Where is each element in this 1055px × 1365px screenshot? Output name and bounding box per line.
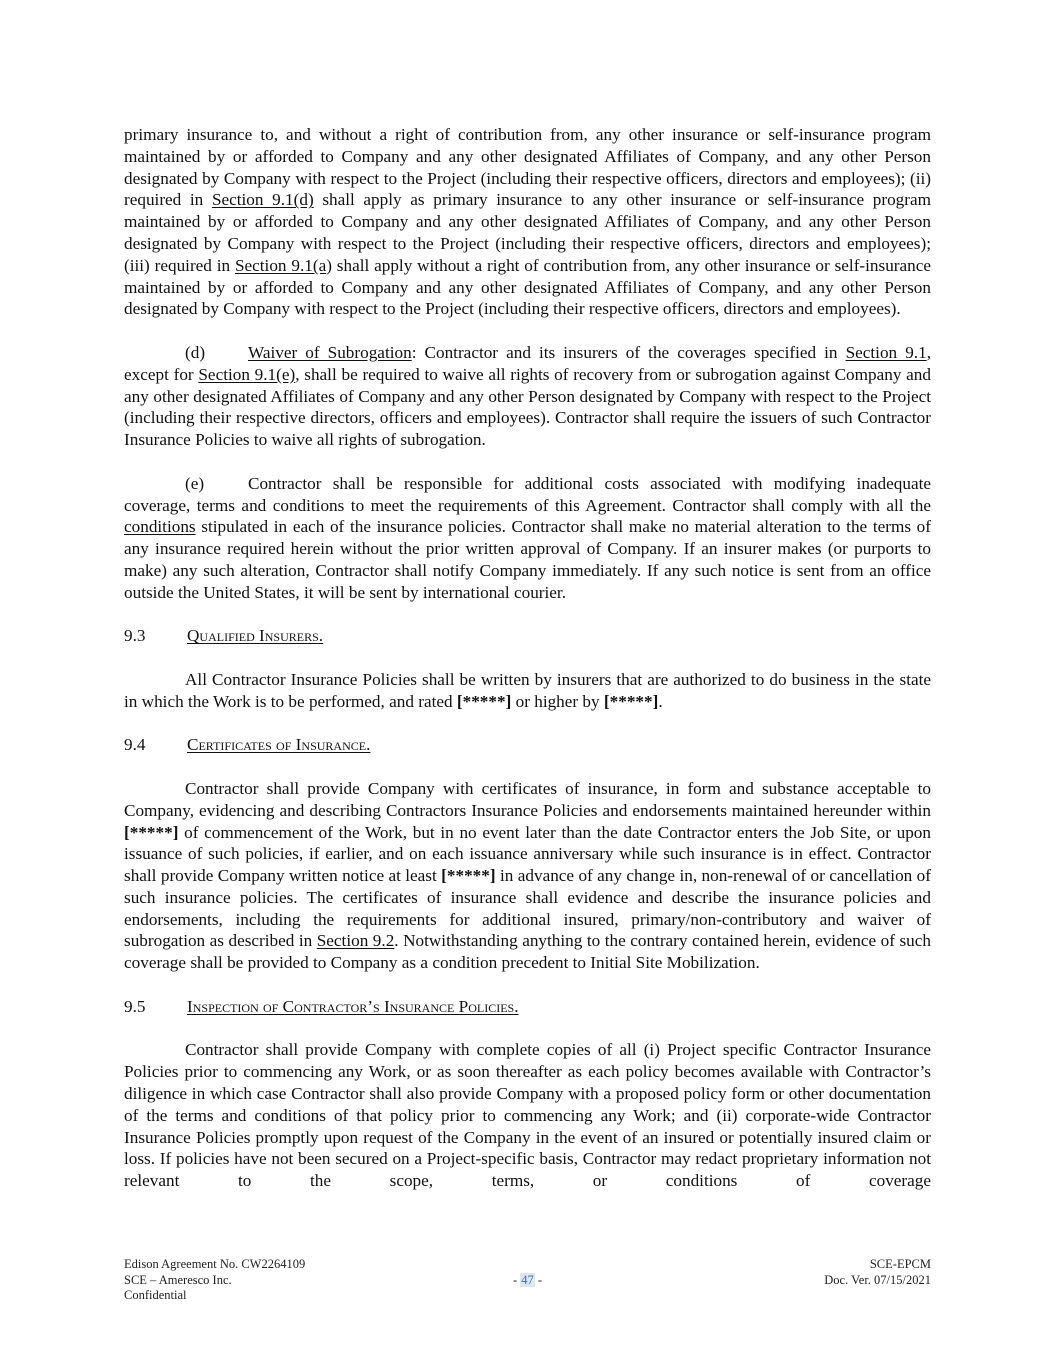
section-title: Qualified Insurers. [187,626,324,646]
footer-right [824,1257,931,1288]
link-conditions[interactable]: conditions [124,517,196,537]
redacted-text: [*****] [603,691,659,711]
section-title: Inspection of Contractor’s Insurance Policies. [187,996,519,1016]
section-title: Certificates of Insurance. [187,735,371,755]
document-page [124,124,931,1192]
redacted-text: [*****] [456,691,512,711]
paragraph-waiver-of-subrogation: (d) Waiver of Subrogation: Contractor and its insurers of the coverages specified in Section 9.1, except for Section 9.1(e), shall be required to waive all rights of recovery from or subrogation against Company and any other designated Affiliates of Company and any other Person designated by Company with respect to the Project (including their respective directors, officers and employees). Contractor shall require the issuers of such Contractor Insurance Policies to waive all rights of subrogation. [124,342,931,450]
document-code: SCE-EPCM [869,1257,931,1271]
clause-label-d: (d) [185,342,206,362]
paragraph-qualified-insurers: All Contractor Insurance Policies shall be written by insurers that are authorized to do business in the state in which the Work is to be performed, and rated [*****] or higher by [*****]. [124,669,931,711]
link-section-9-1-d[interactable]: Section 9.1(d) [211,190,314,210]
clause-label-e: (e) [185,473,205,493]
paragraph-certificates: Contractor shall provide Company with certificates of insurance, in form and substance acceptable to Company, evidencing and describing Contractors Insurance Policies and endorsements maintained hereunder within [*****] of commencement of the Work, but in no event later than the date Contractor enters the Job Site, or upon issuance of such policies, if earlier, and on each issuance anniversary while such insurance is in effect. Contractor shall provide Company written notice at least [*****] in advance of any change in, non-renewal of or cancellation of such insurance policies. The certificates of insurance shall evidence and describe the insurance policies and endorsements, including the requirements for additional insured, primary/non-contributory and waiver of subrogation as described in Section 9.2. Notwithstanding anything to the contrary contained herein, evidence of such coverage shall be provided to Company as a condition precedent to Initial Site Mobilization. [124,778,931,973]
page-number: - 47 - [512,1272,543,1287]
section-heading-9-3 [124,625,931,647]
redacted-text: [*****] [441,866,496,886]
paragraph-additional-costs: (e) Contractor shall be responsible for additional costs associated with modifying inadequate coverage, terms and conditions to meet the requirements of this Agreement. Contractor shall comply with all the conditions stipulated in each of the insurance policies. Contractor shall make no material alteration to the terms of any insurance required herein without the prior written approval of Company. If an insurer makes (or purports to make) any such alteration, Contractor shall notify Company immediately. If any such notice is sent from an office outside the United States, it will be sent by international courier. [124,473,931,602]
section-number: 9.5 [124,996,146,1016]
section-number: 9.3 [124,626,146,646]
link-section-9-2[interactable]: Section 9.2 [316,931,395,951]
page-number-value: 47 [521,1272,534,1287]
redacted-text: [*****] [124,822,179,842]
document-version: Doc. Ver. 07/15/2021 [824,1272,931,1287]
paragraph-inspection: Contractor shall provide Company with complete copies of all (i) Project specific Contractor Insurance Policies prior to commencing any Work, or as soon thereafter as each policy becomes available with Contractor’s diligence in which case Contractor shall also provide Company with a proposed policy form or other documentation of the terms and conditions of that policy prior to commencing any Work; and (ii) corporate-wide Contractor Insurance Policies promptly upon request of the Company in the event of an insured or potentially insured claim or loss. If policies have not been secured on a Project-specific basis, Contractor may redact proprietary information not relevant to the scope, terms, or conditions of coverage [124,1040,931,1191]
section-heading-9-4 [124,734,931,756]
link-section-9-1[interactable]: Section 9.1 [845,342,927,362]
link-section-9-1-e[interactable]: Section 9.1(e) [198,364,296,384]
section-number: 9.4 [124,735,146,755]
agreement-number: Edison Agreement No. CW2264109 [124,1257,306,1271]
link-section-9-1-a[interactable]: Section 9.1(a [234,255,327,275]
section-heading-9-5 [124,996,931,1018]
clause-title-waiver: Waiver of Subrogation [248,342,412,362]
paragraph-primary-insurance: primary insurance to, and without a right of contribution from, any other insurance or self-insurance program maintained by or afforded to Company and any other designated Affiliates of Company, and any other Person designated by Company with respect to the Project (including their respective officers, directors and employees); (ii) required in Section 9.1(d) shall apply as primary insurance to any other insurance or self-insurance program maintained by or afforded to Company and any other designated Affiliates of Company, and any other Person designated by Company with respect to the Project (including their respective officers, directors and employees); (iii) required in Section 9.1(a) shall apply without a right of contribution from, any other insurance or self-insurance maintained by or afforded to Company and any other designated Affiliates of Company, and any other Person designated by Company with respect to the Project (including their respective officers, directors and employees). [124,125,931,319]
confidential-label: Confidential [124,1288,187,1302]
parties: SCE – Ameresco Inc. [124,1272,232,1287]
